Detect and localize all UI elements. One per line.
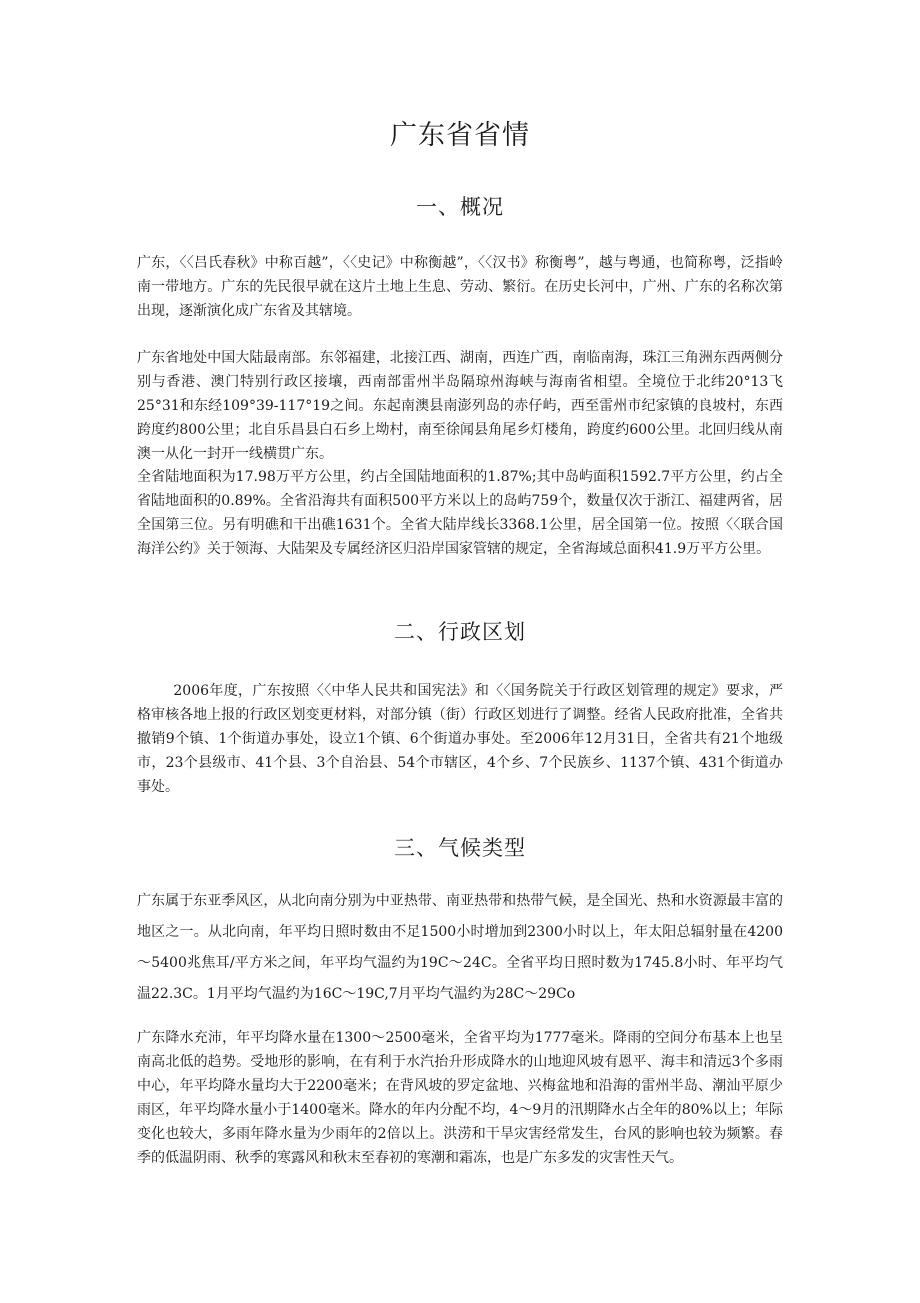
section-heading-administrative-division: 二、行政区划 bbox=[394, 620, 526, 644]
section-heading-overview: 一、概况 bbox=[416, 195, 504, 219]
section-heading-climate: 三、气候类型 bbox=[394, 836, 526, 860]
paragraph-overview-area: 全省陆地面积为17.98万平方公里，约占全国陆地面积的1.87%;其中岛屿面积1592.7平方公里，约占全省陆地面积的0.89%。全省沿海共有面积500平方米以上的岛屿759个，数量仅次于浙江、福建两省，居全国第三位。另有明礁和干出礁1631个。全省大陆岸线长3368.1公里，居全国第一位。按照〈〈联合国海洋公约》关于领海、大陆架及专属经济区归沿岸国家管辖的规定，全省海域总面积41.9万平方公里。 bbox=[137, 469, 783, 557]
paragraph-overview-origin: 广东，〈〈吕氏春秋》中称百越”，〈〈史记》中称衡越”，〈〈汉书》称衡粤”，越与粤通，也简称粤，泛指岭南一带地方。广东的先民很早就在这片土地上生息、劳动、繁衍。在历史长河中，广州、广东的名称次第出现，逐渐演化成广东省及其辖境。 bbox=[137, 255, 783, 319]
paragraph-overview-location: 广东省地处中国大陆最南部。东邻福建，北接江西、湖南，西连广西，南临南海，珠江三角洲东西两侧分别与香港、澳门特别行政区接壤，西南部雷州半岛隔琼州海峡与海南省相望。全境位于北纬20°13飞25°31和东经109°39-117°19之间。东起南澳县南澎列岛的赤仔屿，西至雷州市纪家镇的良坡村，东西跨度约800公里；北自乐昌县白石乡上坳村，南至徐闻县角尾乡灯楼角，跨度约600公里。北回归线从南澳一从化一封开一线横贯广东。 bbox=[137, 350, 783, 462]
paragraph-administrative-division: 2006年度，广东按照〈〈中华人民共和国宪法》和〈〈国务院关于行政区划管理的规定》要求，严格审核各地上报的行政区划变更材料，对部分镇（街）行政区划进行了调整。经省人民政府批准，全省共撤销9个镇、1个街道办事处，设立1个镇、6个街道办事处。至2006年12月31日，全省共有21个地级市，23个县级市、41个县、3个自治县、54个市辖区，4个乡、7个民族乡、1137个镇、431个街道办事处。 bbox=[137, 683, 783, 795]
document-title: 广东省省情 bbox=[390, 120, 530, 151]
paragraph-climate-precipitation: 广东降水充沛，年平均降水量在1300～2500毫米，全省平均为1777毫米。降雨的空间分布基本上也呈南高北低的趋势。受地形的影响，在有利于水汽抬升形成降水的山地迎风坡有恩平、海丰和清远3个多雨中心，年平均降水量均大于2200毫米；在背风坡的罗定盆地、兴梅盆地和沿海的雷州半岛、潮汕平原少雨区，年平均降水量小于1400毫米。降水的年内分配不均，4～9月的汛期降水占全年的80%以上；年际变化也较大，多雨年降水量为少雨年的2倍以上。洪涝和干旱灾害经常发生，台风的影响也较为频繁。春季的低温阴雨、秋季的寒露风和秋末至春初的寒潮和霜冻，也是广东多发的灾害性天气。 bbox=[137, 1030, 783, 1166]
paragraph-climate-sunshine: 广东属于东亚季风区，从北向南分别为中亚热带、南亚热带和热带气候，是全国光、热和水资源最丰富的地区之一。从北向南，年平均日照时数由不足1500小时增加到2300小时以上，年太阳总辐射量在4200～5400兆焦耳/平方米之间，年平均气温约为19C～24C。全省平均日照时数为1745.8小时、年平均气温22.3C。1月平均气温约为16C～19C,7月平均气温约为28C～29Co bbox=[137, 893, 783, 1002]
